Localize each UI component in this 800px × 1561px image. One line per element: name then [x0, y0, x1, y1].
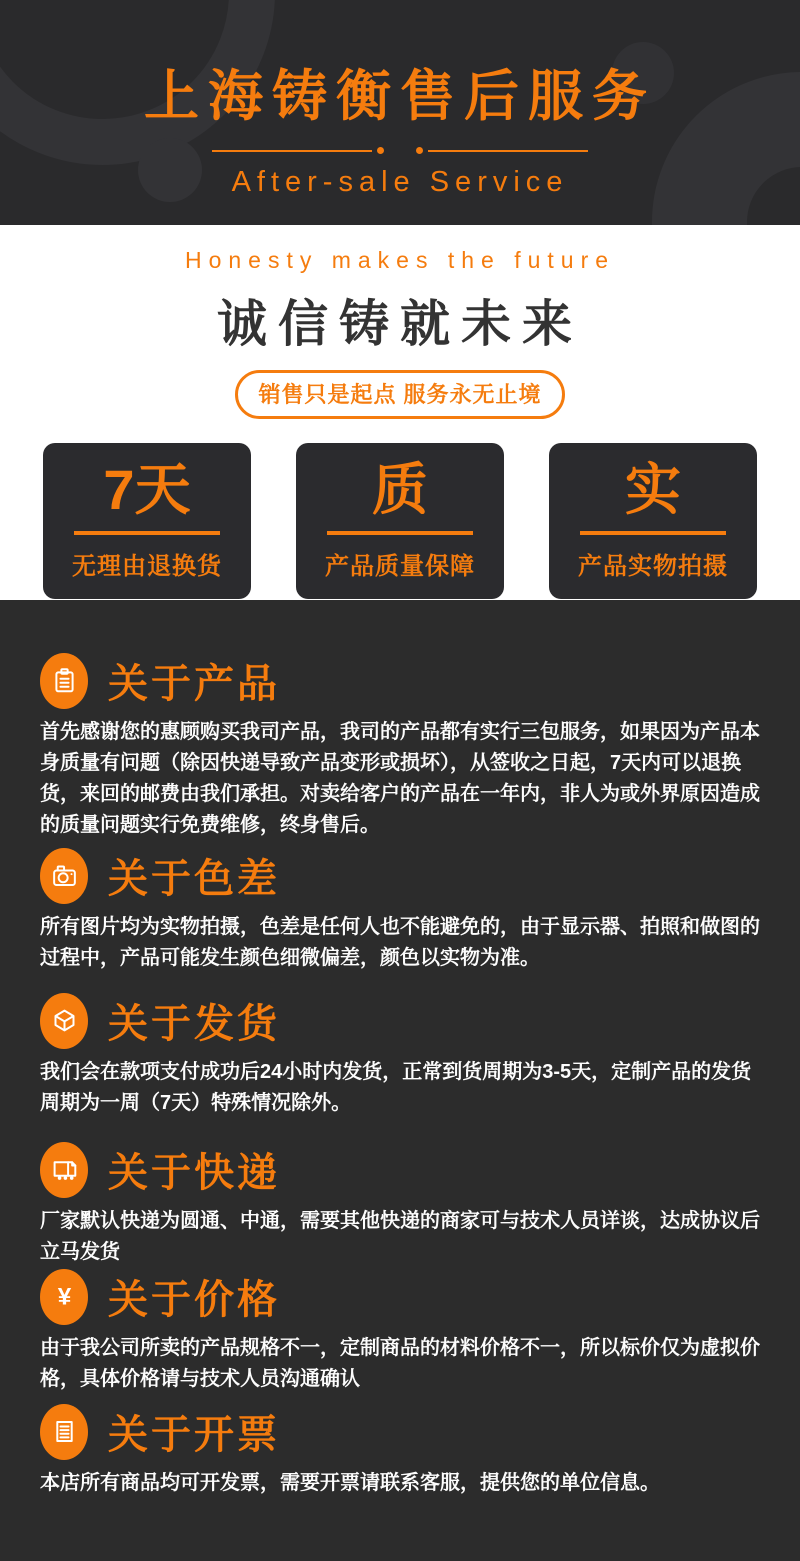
card-real-photo-label: 产品实物拍摄: [578, 552, 728, 580]
service-courier: [40, 1141, 760, 1268]
yen-icon: [40, 1269, 88, 1325]
invoice-icon: [40, 1404, 88, 1460]
card-real-photo-divider: [580, 531, 726, 535]
card-real-photo-big-text: 实: [625, 457, 681, 521]
service-shipping-header: [40, 992, 760, 1049]
page-title: 上海铸衡售后服务: [143, 65, 656, 127]
promise-badge: 销售只是起点 服务永无止境: [235, 370, 564, 419]
service-invoice-title: 关于开票: [108, 1413, 280, 1457]
card-return-label: 无理由退换货: [72, 552, 222, 580]
divider-line-left: [212, 150, 372, 152]
service-shipping: [40, 992, 760, 1119]
card-return-policy: [43, 443, 251, 599]
card-quality: [296, 443, 504, 599]
svg-text:¥: ¥: [57, 1283, 71, 1311]
service-product: [40, 652, 760, 841]
card-return-big-text: 7天: [103, 457, 191, 521]
service-product-title: 关于产品: [108, 662, 280, 706]
card-quality-big-text: 质: [372, 457, 428, 521]
service-price-body: 由于我公司所卖的产品规格不一，定制商品的材料价格不一，所以标价仅为虚拟价格，具体价格请与技术人员沟通确认: [40, 1337, 760, 1390]
page-subtitle: After-sale Service: [231, 166, 569, 198]
service-info-section: [0, 600, 800, 1561]
guarantee-cards: [0, 443, 800, 599]
service-shipping-body: 我们会在款项支付成功后24小时内发货，正常到货周期为3-5天，定制产品的发货周期为一周（7天）特殊情况除外。: [40, 1061, 752, 1114]
promise-section: [0, 225, 800, 600]
divider-line-right: [428, 150, 588, 152]
service-courier-title: 关于快递: [108, 1151, 280, 1195]
service-price-header: [40, 1268, 760, 1325]
camera-icon: [40, 848, 88, 904]
divider-dot-left: [377, 147, 384, 154]
service-invoice: [40, 1403, 760, 1499]
tagline-english: Honesty makes the future: [184, 247, 616, 273]
service-color: [40, 847, 760, 974]
card-real-photo: [549, 443, 757, 599]
service-product-body: 首先感谢您的惠顾购买我司产品，我司的产品都有实行三包服务，如果因为产品本身质量有问题（除因快递导致产品变形或损坏），从签收之日起，7天内可以退换货，来回的邮费由我们承担。对卖给客户的产品在一年内，非人为或外界原因造成的质量问题实行免费维修，终身售后。: [40, 721, 760, 836]
service-color-title: 关于色差: [108, 857, 280, 901]
service-color-body: 所有图片均为实物拍摄，色差是任何人也不能避免的，由于显示器、拍照和做图的过程中，产品可能发生颜色细微偏差，颜色以实物为准。: [40, 916, 760, 969]
service-price: [40, 1268, 760, 1395]
service-color-header: [40, 847, 760, 904]
service-price-title: 关于价格: [108, 1278, 280, 1322]
title-divider: [0, 147, 800, 154]
card-quality-divider: [327, 531, 473, 535]
package-icon: [40, 993, 88, 1049]
card-return-divider: [74, 531, 220, 535]
service-courier-body: 厂家默认快递为圆通、中通，需要其他快递的商家可与技术人员详谈，达成协议后立马发货: [40, 1210, 760, 1263]
promise-headline: 诚信铸就未来: [217, 296, 583, 352]
clipboard-icon: [40, 653, 88, 709]
divider-dot-right: [416, 147, 423, 154]
service-invoice-header: [40, 1403, 760, 1460]
service-shipping-title: 关于发货: [108, 1002, 280, 1046]
service-courier-header: [40, 1141, 760, 1198]
service-invoice-body: 本店所有商品均可开发票，需要开票请联系客服，提供您的单位信息。: [40, 1472, 660, 1494]
card-quality-label: 产品质量保障: [325, 552, 475, 580]
hero-banner: [0, 0, 800, 225]
truck-icon: [40, 1142, 88, 1198]
service-product-header: [40, 652, 760, 709]
